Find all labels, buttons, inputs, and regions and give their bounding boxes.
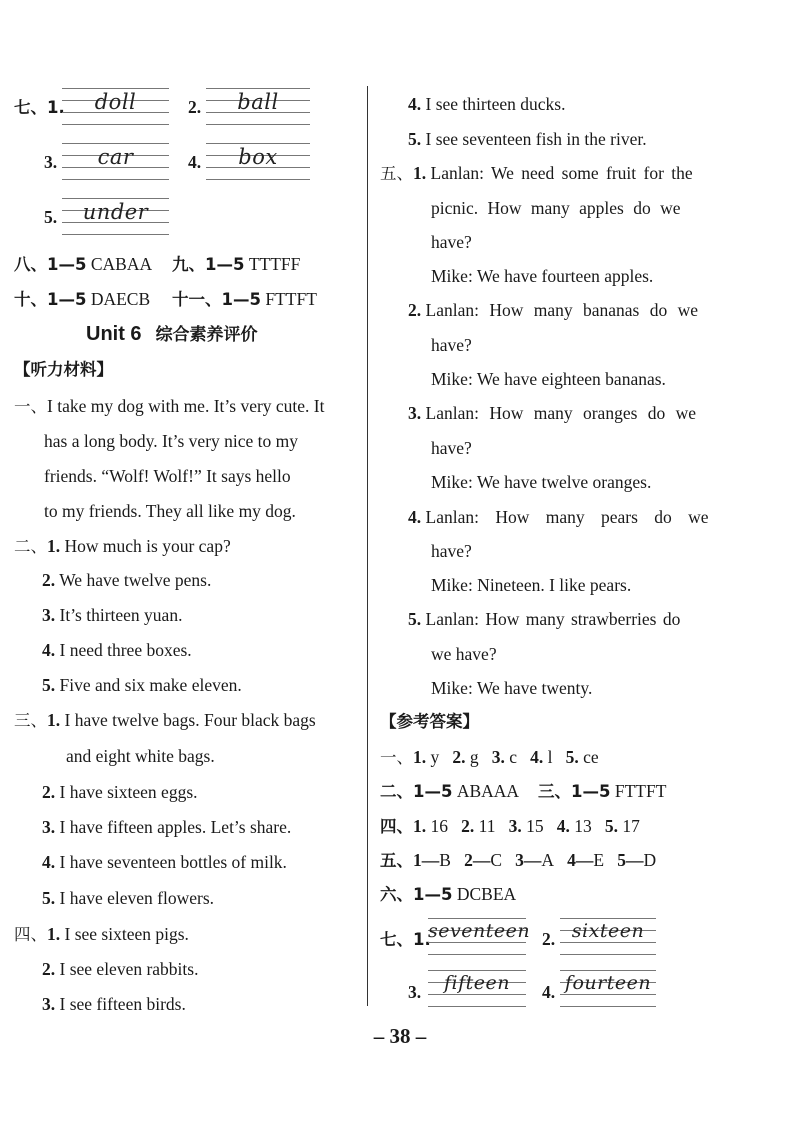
- s5-d3-mike: Mike: We have twelve oranges.: [431, 472, 652, 492]
- answer-line-10: 十、1—5 DAECB: [14, 289, 151, 309]
- s5-d2-mike: Mike: We have eighteen bananas.: [431, 369, 666, 389]
- s3-item-3: 3. I have fifteen apples. Let’s share.: [42, 817, 292, 837]
- writing-slot-fourteen: [560, 970, 656, 1008]
- s1-line-4: to my friends. They all like my dog.: [44, 501, 296, 521]
- writing-slot-ball: [206, 88, 310, 126]
- s4-item-5: 5. I see seventeen fish in the river.: [408, 129, 647, 149]
- s2-item-4: 4. I need three boxes.: [42, 640, 192, 660]
- writing-slot-under: [62, 198, 169, 236]
- s5-d1-line-2: picnic. How many apples do we: [431, 198, 681, 218]
- column-divider: [367, 86, 368, 1006]
- answer-line-a2: 二、1—5 ABAAA: [380, 781, 520, 801]
- s2-item-5: 5. Five and six make eleven.: [42, 675, 242, 695]
- handwritten-answer: fourteen: [564, 972, 652, 994]
- handwritten-answer: under: [82, 200, 149, 224]
- a7-label: 七、1.: [380, 930, 431, 949]
- handwritten-answer: doll: [94, 90, 137, 114]
- s5-d4-line-1: 4. Lanlan: How many pears do we: [408, 507, 709, 527]
- answer-line-a5: 五、1—B 2—C 3—A 4—E 5—D: [380, 850, 657, 870]
- s5-d5-mike: Mike: We have twenty.: [431, 678, 593, 698]
- s5-d5-line-2: we have?: [431, 644, 497, 664]
- s3-item-1-cont: and eight white bags.: [66, 746, 215, 766]
- answer-line-a4: 四、1. 16 2. 11 3. 15 4. 13 5. 17: [380, 816, 640, 836]
- answer-line-a3: 三、1—5 FTTFT: [538, 781, 667, 801]
- answer-line-a6: 六、1—5 DCBEA: [380, 884, 517, 904]
- s3-item-4: 4. I have seventeen bottles of milk.: [42, 852, 287, 872]
- answer-line-8: 八、1—5 CABAA: [14, 254, 153, 274]
- writing-slot-box: [206, 143, 310, 181]
- s5-d3-line-2: have?: [431, 438, 472, 458]
- writing-slot-seventeen: [428, 918, 531, 956]
- answer-key-page: 七、1. doll 2. ball 3. car 4. box 5. under 八、1—5 CABAA 九、1—5 TTTFF 十、1—5 DAECB 十一、1—5 FTTFT Unit 6 综合素养评价 【听力材料】 一、I take my dog with me. It’s very cute. It has a long body. It’s very nice to my friends. “Wolf! Wolf!” It says hello to my friends. They all like my dog. 二、1. How much is your cap? 2. We have twelve pens. 3. It’s thirteen yuan. 4. I need three boxes. 5. Five and six make eleven. 三、1. I have twelve bags. Four black bags and eight white bags. 2. I have sixteen eggs. 3. I have fifteen apples. Let’s share. 4. I have seventeen bottles of milk. 5. I have eleven flowers. 四、1. I see sixteen pigs. 2. I see eleven rabbits. 3. I see fifteen birds. 4. I see thirteen ducks. 5. I see seventeen fish in the river. 五、1. Lanlan: We need some fruit for the picnic. How many apples do we have? Mike: We have fourteen apples. 2. Lanlan: How many bananas do we have? Mike: We have eighteen bananas. 3. Lanlan: How many oranges do we have? Mike: We have twelve oranges. 4. Lanlan: How many pears do we have? Mike: Nineteen. I like pears. 5. Lanlan: How many strawberries do we have? Mike: We have twenty. 【参考答案】 一、1. y 2. g 3. c 4. l 5. ce 二、1—5 ABAAA 三、1—5 FTTFT 四、1. 16 2. 11 3. 15 4. 13 5. 17 五、1—B 2—C 3—A 4—E 5—D 六、1—5 DCBEA 七、1. seventeen 2. sixteen 3. fifteen 4. fourteen – 38 –: [0, 0, 800, 1129]
- answers-header: 【参考答案】: [380, 712, 479, 731]
- s3-item-2: 2. I have sixteen eggs.: [42, 782, 198, 802]
- s5-d4-mike: Mike: Nineteen. I like pears.: [431, 575, 632, 595]
- s1-line-1: 一、I take my dog with me. It’s very cute. It: [14, 396, 325, 416]
- s5-d5-line-1: 5. Lanlan: How many strawberries do: [408, 609, 681, 629]
- s1-line-3: friends. “Wolf! Wolf!” It says hello: [44, 466, 291, 486]
- s2-item-1: 二、1. How much is your cap?: [14, 536, 231, 556]
- listening-header: 【听力材料】: [14, 360, 113, 379]
- writing-slot-doll: [62, 88, 169, 126]
- q7-label: 七、1.: [14, 98, 65, 117]
- s4-item-4: 4. I see thirteen ducks.: [408, 94, 566, 114]
- s3-item-1: 三、1. I have twelve bags. Four black bags: [14, 710, 316, 730]
- answer-line-a1: 一、1. y 2. g 3. c 4. l 5. ce: [380, 747, 599, 767]
- s5-d1-line-3: have?: [431, 232, 472, 252]
- s4-item-3: 3. I see fifteen birds.: [42, 994, 186, 1014]
- s5-d1-mike: Mike: We have fourteen apples.: [431, 266, 654, 286]
- answer-line-9: 九、1—5 TTTFF: [172, 254, 301, 274]
- answer-line-11: 十一、1—5 FTTFT: [172, 289, 317, 309]
- s4-item-1: 四、1. I see sixteen pigs.: [14, 924, 189, 944]
- s5-d2-line-1: 2. Lanlan: How many bananas do we: [408, 300, 698, 320]
- writing-slot-sixteen: [560, 918, 656, 956]
- s5-d2-line-2: have?: [431, 335, 472, 355]
- unit-title: Unit 6 综合素养评价: [86, 323, 258, 345]
- writing-slot-fifteen: [428, 970, 526, 1008]
- s4-item-2: 2. I see eleven rabbits.: [42, 959, 199, 979]
- handwritten-answer: fifteen: [443, 972, 510, 994]
- s2-item-2: 2. We have twelve pens.: [42, 570, 212, 590]
- s2-item-3: 3. It’s thirteen yuan.: [42, 605, 183, 625]
- handwritten-answer: seventeen: [428, 920, 531, 942]
- s5-d3-line-1: 3. Lanlan: How many oranges do we: [408, 403, 697, 423]
- handwritten-answer: box: [238, 145, 278, 169]
- s1-line-2: has a long body. It’s very nice to my: [44, 431, 299, 451]
- handwritten-answer: car: [97, 145, 134, 169]
- s3-item-5: 5. I have eleven flowers.: [42, 888, 215, 908]
- handwritten-answer: ball: [237, 90, 279, 114]
- handwritten-answer: sixteen: [571, 920, 645, 942]
- page-number: – 38 –: [373, 1024, 427, 1048]
- s5-d4-line-2: have?: [431, 541, 472, 561]
- writing-slot-car: [62, 143, 169, 181]
- s5-d1-line-1: 五、1. Lanlan: We need some fruit for the: [380, 163, 693, 183]
